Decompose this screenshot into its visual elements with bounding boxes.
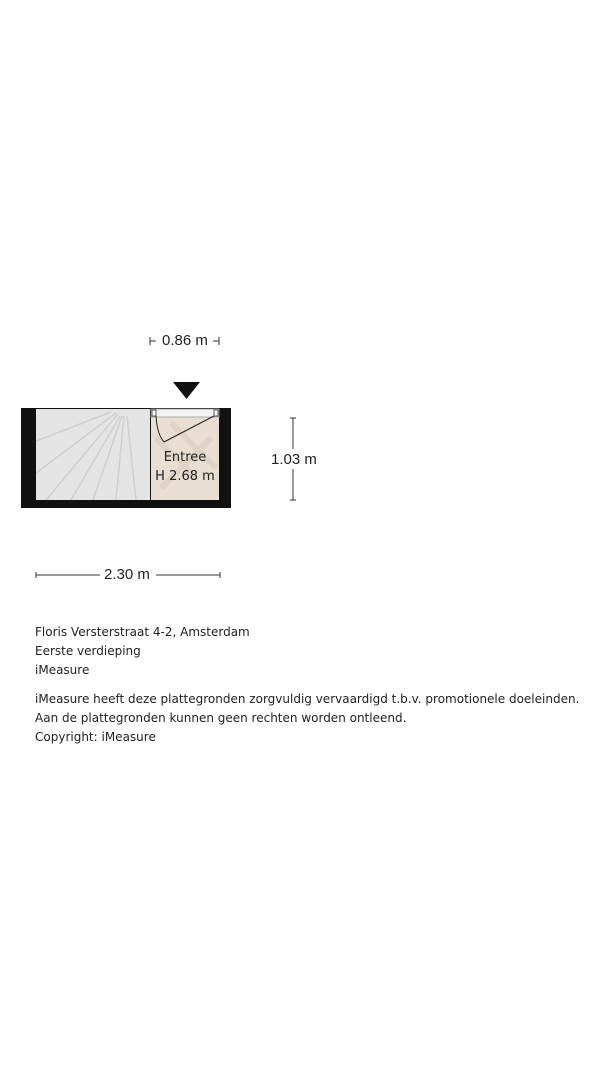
stairs [36,409,150,500]
disclaimer-line-2: Aan de plattegronden kunnen geen rechten worden ontleend. [35,711,407,725]
floor-name: Eerste verdieping [35,644,141,658]
dimension-top [148,332,222,350]
door-frame [151,409,219,417]
dimension-height-label: 1.03 m [271,451,317,468]
copyright: Copyright: iMeasure [35,730,156,744]
company: iMeasure [35,663,90,677]
room-entree-height: H 2.68 m [155,469,215,484]
room-entree-name: Entree [163,450,207,465]
dimension-width-label: 2.30 m [104,566,150,583]
entrance-marker-icon [173,382,200,400]
address: Floris Versterstraat 4-2, Amsterdam [35,625,250,639]
dimension-top-label: 0.86 m [162,332,208,349]
disclaimer-line-1: iMeasure heeft deze plattegronden zorgvuldig vervaardigd t.b.v. promotionele doeleinden. [35,692,580,706]
